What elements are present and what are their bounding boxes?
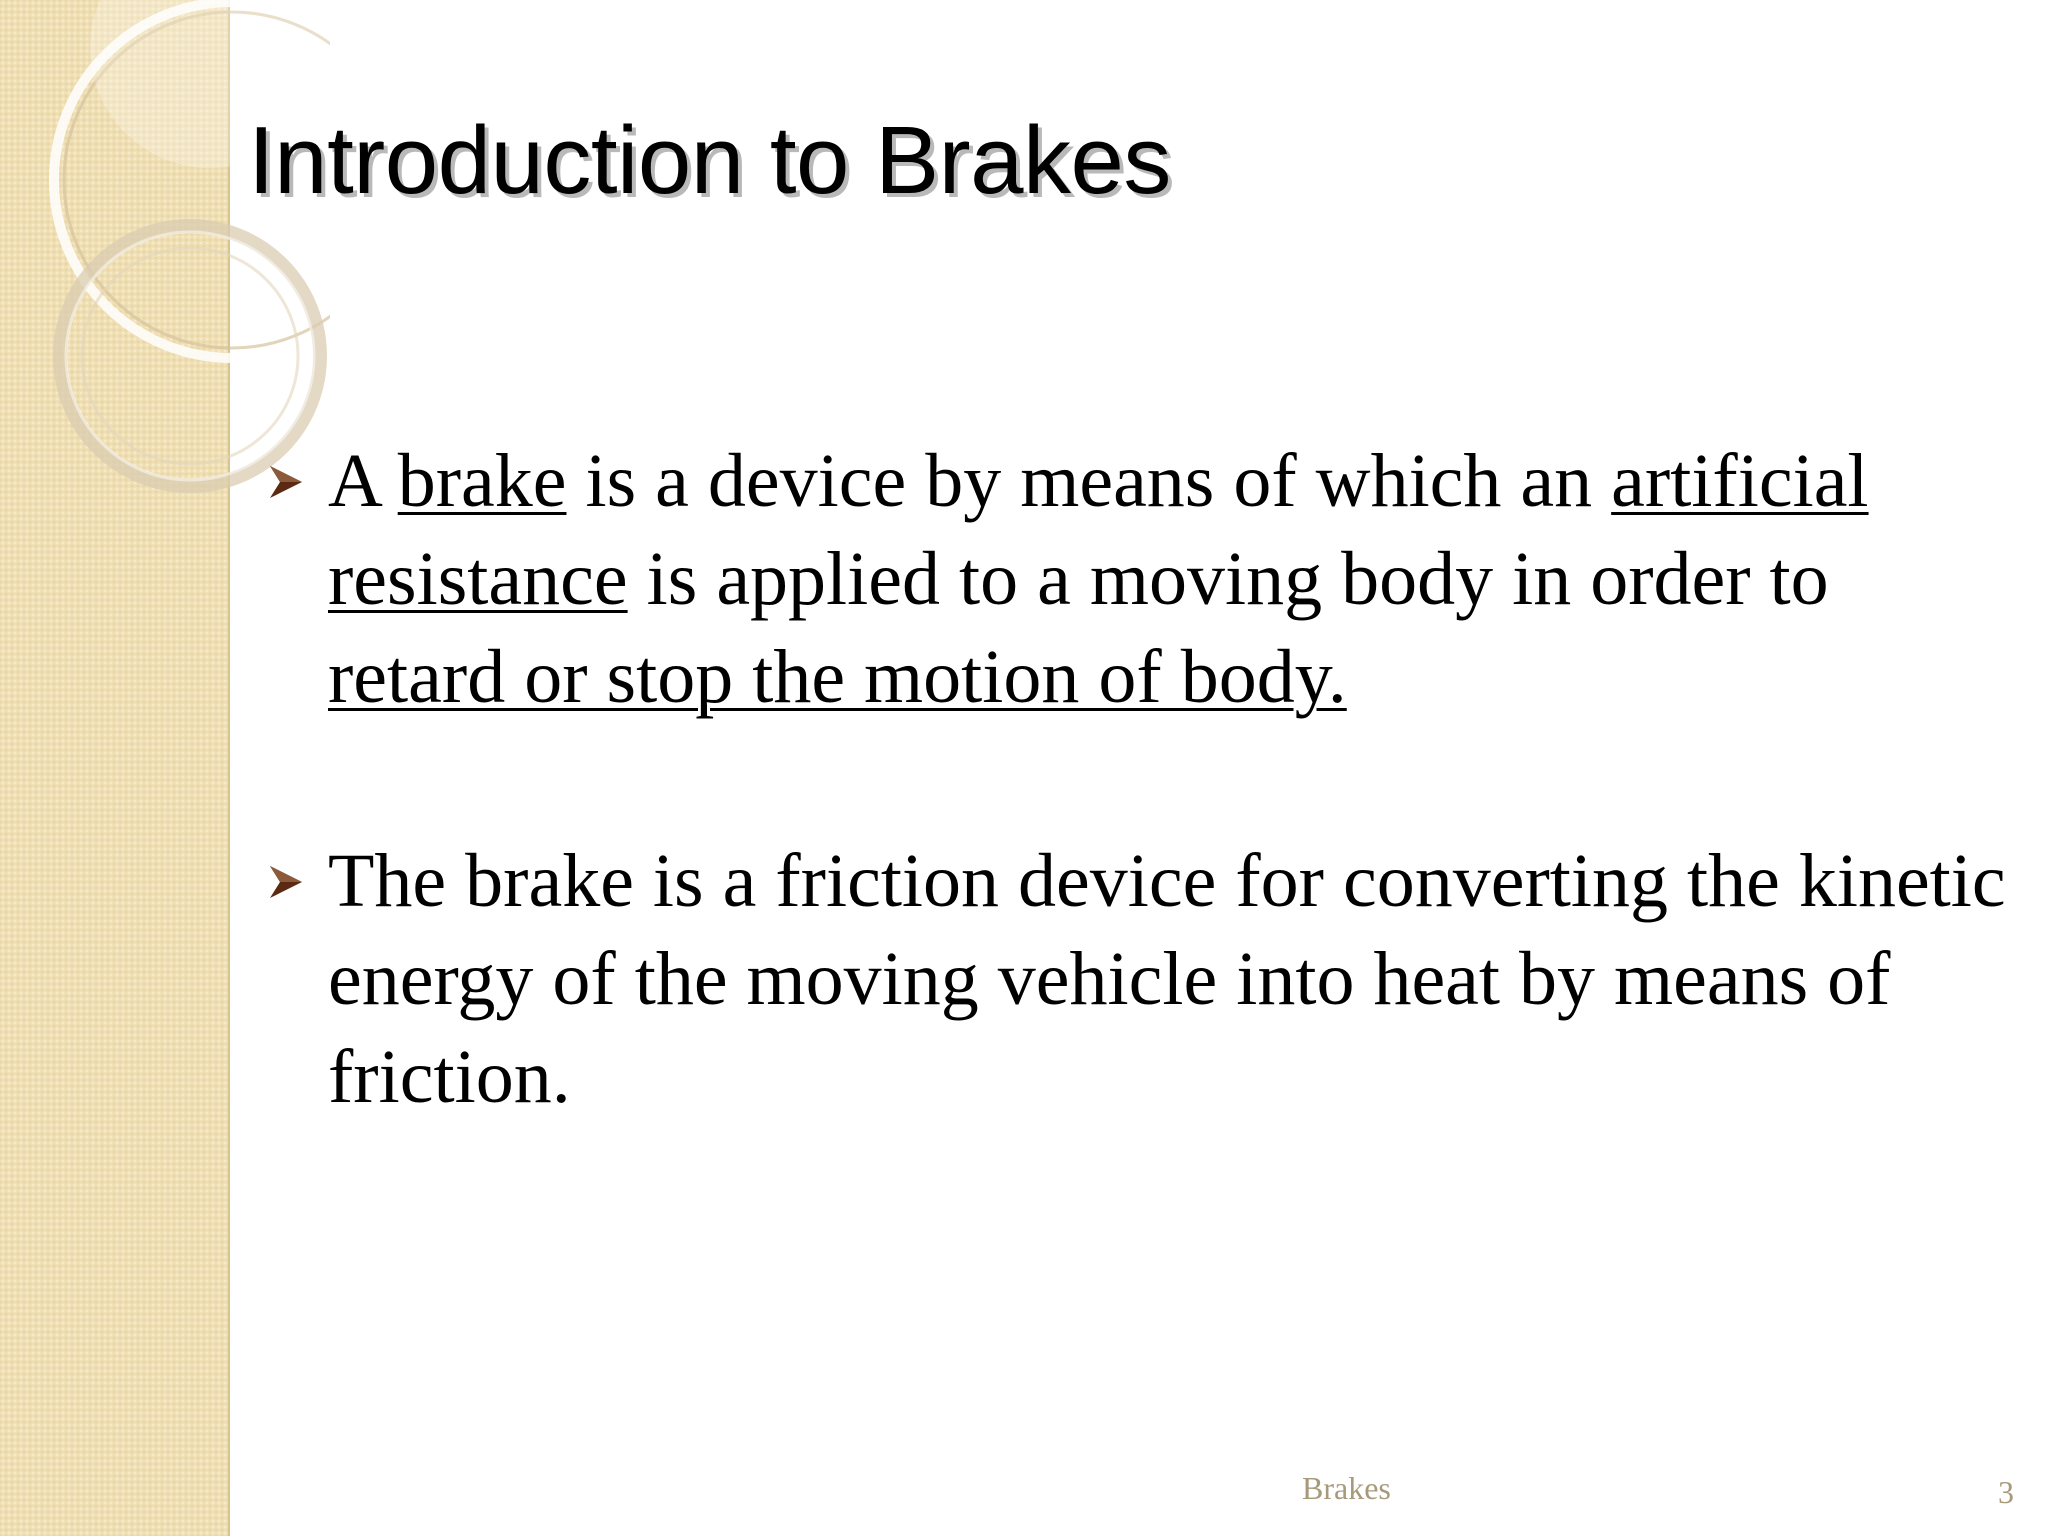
bullet-item [266, 432, 2006, 726]
bullet-text-part-underlined: artificial resistance [328, 439, 1869, 621]
bullet-text-part: is applied to a moving body in order to [627, 537, 1829, 621]
bullet-text-part: is a device by means of which an [566, 439, 1612, 523]
slide-title: Introduction to Brakes [248, 107, 1171, 214]
bullet-text-part-underlined: brake [397, 439, 567, 523]
bullet-text-part: A [328, 439, 398, 523]
page-number: 3 [1998, 1474, 2014, 1510]
bullet-item [266, 832, 2006, 1126]
bullet-list [266, 432, 2006, 1126]
bullet-text-part: The brake is a friction device for converting the kinetic energy of the moving vehicle into heat by means of friction. [328, 839, 2006, 1119]
footer-text: Brakes [1302, 1470, 1391, 1506]
arrowhead-bullet-icon [266, 462, 306, 502]
bullet-text-part-underlined: retard or stop the motion of body. [328, 635, 1347, 719]
arrowhead-bullet-icon [266, 862, 306, 902]
